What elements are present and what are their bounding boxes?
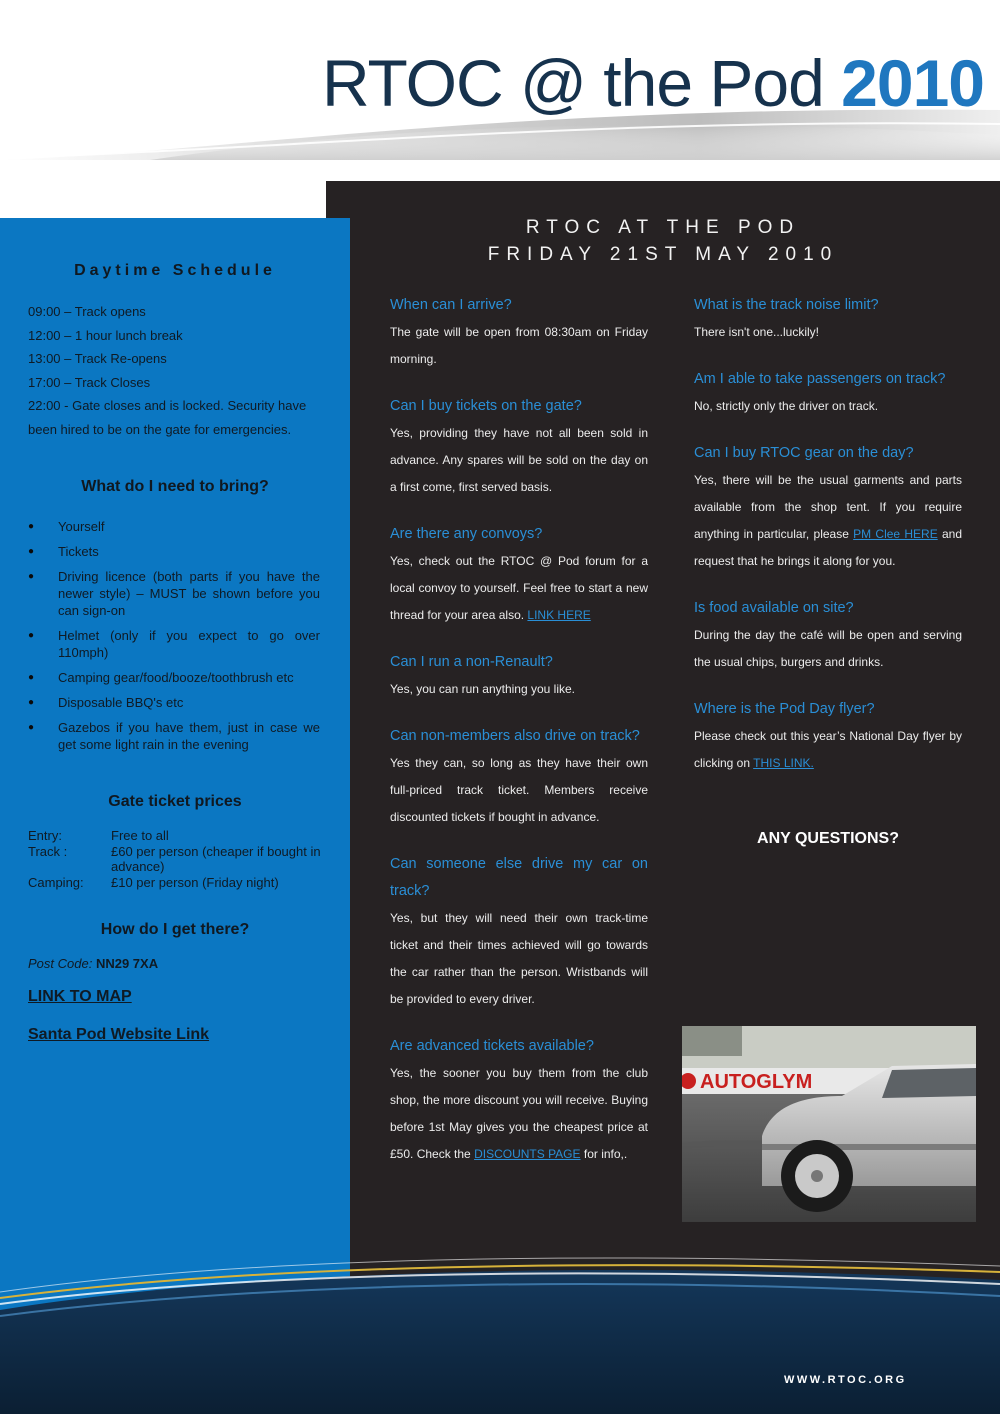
gate-price-row [28,844,328,875]
faq-item [390,723,648,831]
faq-item [390,649,648,703]
faq-question: Can I buy RTOC gear on the day? [694,445,914,461]
faq-answer-text: Yes, there will be the usual garments and parts available from the shop tent. If you require anything in particular, please [694,473,962,541]
gate-price-label: Entry: [28,828,62,843]
directions-title: How do I get there? [100,921,250,938]
info-sidebar [0,218,350,1414]
bring-item: ● Gazebos if you have them, just in case we get some light rain in the evening [28,719,320,753]
faq-answer-text: Yes, the sooner you buy them from the club shop, the more discount you will receive. Buying before 1st May gives you the cheapest price at £50. Check the [390,1066,648,1161]
title-main: RTOC @ the Pod [322,46,824,120]
faq-answer: The gate will be open from 08:30am on Friday morning. [390,325,648,366]
faq-item [390,1033,648,1168]
faq-answer [694,723,962,777]
faq-answer: During the day the café will be open and serving the usual chips, burgers and drinks. [694,628,962,669]
title-year: 2010 [841,46,984,120]
faq-item [390,393,648,501]
photo-sign-text: AUTOGLYM [700,1071,813,1093]
faq-answer: Yes, providing they have not all been sold in advance. Any spares will be sold on the day on a first come, first served basis. [390,426,648,494]
gate-price-value: £10 per person (Friday night) [111,874,279,890]
faq-question: Can I run a non-Renault? [390,654,553,670]
bring-title: What do I need to bring? [81,478,269,495]
pm-clee-link[interactable]: PM Clee HERE [853,527,938,541]
faq-answer-tail: for info,. [583,1147,628,1161]
gate-price-row [28,875,328,891]
faq-item [390,521,648,629]
schedule-item: 12:00 – 1 hour lunch break [28,327,183,343]
faq-question: Are advanced tickets available? [390,1038,594,1054]
schedule-item: 13:00 – Track Re-opens [28,351,167,366]
faq-item [694,366,962,420]
faq-item [694,440,962,575]
bring-item: ● Disposable BBQ's etc [28,694,320,711]
faq-item [694,595,962,676]
schedule-item: 22:00 - Gate closes and is locked. Security have been hired to be on the gate for emergencies. [28,398,307,437]
faq-answer: Yes they can, so long as they have their own full-priced track ticket. Members receive discounted tickets if bought in advance. [390,756,648,824]
bring-item: ● Camping gear/food/booze/toothbrush etc [28,669,320,686]
event-title-line: RTOC AT THE POD [525,217,801,238]
footer-website[interactable]: WWW.RTOC.ORG [784,1374,907,1386]
bring-item: ● Tickets [28,543,320,560]
faq-question: Am I able to take passengers on track? [694,371,946,387]
header [0,0,1000,180]
santa-pod-website-link[interactable]: Santa Pod Website Link [28,1026,210,1043]
gate-price-label: Camping: [28,874,84,890]
faq-item [390,851,648,1013]
page-title [322,46,984,120]
faq-column-left [390,292,648,1188]
schedule-list [28,300,323,441]
gate-prices-title: Gate ticket prices [108,793,242,810]
schedule-item: 17:00 – Track Closes [28,374,151,390]
discounts-page-link[interactable]: DISCOUNTS PAGE [474,1147,581,1161]
faq-column-right [694,292,962,797]
faq-answer [694,467,962,575]
gate-price-value: £60 per person (cheaper if bought in advance) [111,843,321,874]
gate-price-row [28,828,328,844]
faq-question: Where is the Pod Day flyer? [694,701,875,717]
postcode-label: Post Code: [28,956,93,971]
flyer-link[interactable]: THIS LINK. [753,756,814,770]
bring-item: ● Helmet (only if you expect to go over 110mph) [28,627,320,661]
faq-question: Is food available on site? [694,600,854,616]
event-title [326,214,1000,268]
faq-answer-text: Yes, check out the RTOC @ Pod forum for a local convoy to yourself. Feel free to start a new thread for your area also. [390,554,648,622]
faq-answer: There isn't one...luckily! [694,325,820,339]
any-questions-heading: ANY QUESTIONS? [757,830,899,847]
faq-answer: Yes, you can run anything you like. [390,682,576,696]
gate-price-value: Free to all [111,828,169,843]
schedule-item: 09:00 – Track opens [28,304,146,319]
car-photo-graphic [682,1026,976,1222]
faq-question: Can non-members also drive on track? [390,728,640,744]
faq-item [694,292,962,346]
faq-item [390,292,648,373]
schedule-title: Daytime Schedule [74,262,276,279]
faq-answer [390,1060,648,1168]
faq-question: When can I arrive? [390,297,512,313]
faq-answer-tail: and request that he brings it along for you. [694,527,962,568]
footer-waves-graphic [0,1240,1000,1414]
event-date-line: FRIDAY 21ST MAY 2010 [487,244,839,265]
convoy-link[interactable]: LINK HERE [527,608,591,622]
car-photo [682,1026,976,1222]
bring-item: ● Yourself [28,518,320,535]
faq-answer: No, strictly only the driver on track. [694,399,879,413]
bring-item: ● Driving licence (both parts if you have the newer style) – MUST be shown before you can sign-on [28,568,320,619]
faq-answer [390,548,648,629]
gate-prices-table [28,828,328,890]
gate-price-label: Track : [28,843,68,859]
faq-question: Are there any convoys? [390,526,543,542]
postcode-value: NN29 7XA [95,956,159,971]
faq-answer-text: Please check out this year’s National Day flyer by clicking on [694,729,962,770]
faq-answer: Yes, but they will need their own track-time ticket and their times achieved will go towards the car rather than the person. Wristbands will be provided to every driver. [390,911,648,1006]
faq-question: Can someone else drive my car on track? [390,856,648,899]
map-link[interactable]: LINK TO MAP [28,988,132,1005]
postcode [28,956,158,971]
faq-question: What is the track noise limit? [694,297,879,313]
faq-item [694,696,962,777]
faq-question: Can I buy tickets on the gate? [390,398,582,414]
bring-list [28,518,320,761]
